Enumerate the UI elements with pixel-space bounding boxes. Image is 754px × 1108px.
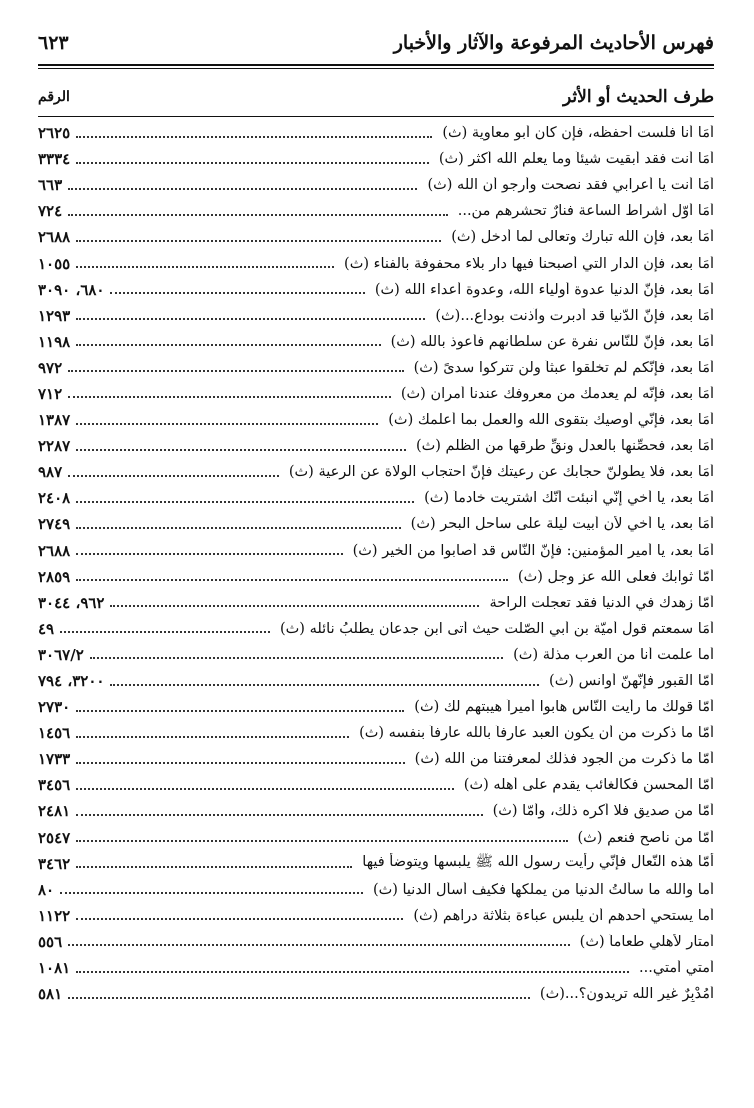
index-entry [38,329,714,355]
entry-ref-number: ٢٧٤٩ [38,515,71,534]
entry-ref-number: ١٠٥٥ [38,254,71,273]
entry-ref-number: ٨٠ [38,880,55,899]
entry-text: أما يستحي أحدهم أن يلبس عباءة بثلاثة دراهم (ث) [413,907,714,924]
entry-ref-number: ٦٨٠، ٣٠٩٠ [38,280,105,299]
column-header-rule [38,116,714,117]
leader-dots [110,683,539,686]
leader-dots [68,996,530,999]
entry-ref-number: ١٤٥٦ [38,724,71,743]
entry-text: أمَا بعد، فإنّ للنّاس نفرة عن سلطانهم فأعوذ بالله (ث) [390,333,714,350]
leader-dots [68,943,570,946]
entry-ref-number: ٧١٢ [38,384,63,403]
index-entry [38,224,714,250]
entry-text: أمّا ما ذكرت من الجود فذلك لمعرفتنا من الله (ث) [414,751,714,768]
entry-ref-number: ٩٧٢ [38,358,63,377]
entry-ref-number: ١٣٨٧ [38,411,71,430]
index-entry [38,590,714,616]
index-entries [38,120,714,1007]
index-entry [38,851,714,877]
entry-ref-number: ٢٧٣٠ [38,698,71,717]
column-header-hadith: طرف الحديث أو الأثر [563,87,714,107]
entry-ref-number: ١٧٣٣ [38,750,71,769]
entry-ref-number: ٢٢٨٧ [38,437,71,456]
entry-text: أمَا أنت فقد أبقيت شيئاً وما يعلم الله أكثر (ث) [438,151,714,168]
header-rule-thin [38,68,714,69]
index-entry [38,538,714,564]
entry-text: أمَا بعد، فإنّ الدّنيا قد أدبرت وآذنت بوداع...(ث) [435,307,714,324]
entry-text: أمّا هذه النّعال فإنّي رأيت رسول الله ﷺ يلبسها ويتوضأ فيها [362,854,714,871]
entry-ref-number: ٢٤٨١ [38,802,71,821]
entry-text: أمّا ثوابك فعلى الله عز وجل (ث) [517,568,714,585]
leader-dots [76,709,404,712]
entry-ref-number: ٣٢٠٠، ٧٩٤ [38,672,105,691]
entry-text: أمّا ما ذكرت من أن يكون العبد عارفاً بالله عارفاً بنفسه (ث) [359,725,714,742]
leader-dots [60,891,363,894]
leader-dots [76,813,482,816]
index-entry [38,825,714,851]
header-rule-thick [38,64,714,66]
index-entry [38,929,714,955]
index-entry [38,433,714,459]
entry-text: أمَا بعد، يا أمير المؤمنين: فإنّ النّاس قد أصابوا من الخير (ث) [352,542,714,559]
leader-dots [76,839,567,842]
column-header-number: الرقم [38,89,70,105]
entry-ref-number: ١١٢٢ [38,906,71,925]
leader-dots [68,187,417,190]
index-entry [38,877,714,903]
entry-ref-number: ٢٤٠٨ [38,489,71,508]
running-title: فهرس الأحاديث المرفوعة والآثار والأخبار [393,32,714,54]
entry-text: أمَا بعد، فإن الله تبارك وتعالى لما أدخل (ث) [451,229,714,246]
leader-dots [76,735,349,738]
entry-text: أمَا بعد، فإنّكم لم تخلقوا عبثاً ولن تتركوا سدىً (ث) [413,359,714,376]
leader-dots [76,317,425,320]
leader-dots [76,761,404,764]
leader-dots [76,917,403,920]
running-head [38,26,714,60]
entry-text: أمّا قولك ما رأيت النّاس هابوا أميراً هيبتهم لك (ث) [414,699,714,716]
leader-dots [68,369,403,372]
leader-dots [68,395,391,398]
entry-text: أمَا بعد، فإنّي أوصيك بتقوى الله والعمل بما أعلمك (ث) [388,412,714,429]
entry-ref-number: ٢٦٨٨ [38,228,71,247]
entry-ref-number: ٥٥٦ [38,932,63,951]
index-entry [38,955,714,981]
entry-text: أمَا أنت يا أعرابي فقد نصحت وأرجو أن الله (ث) [427,177,714,194]
leader-dots [76,526,400,529]
entry-text: أمَا بعد، فإن الدار التي أصبحنا فيها دار بلاء محفوفة بالفناء (ث) [344,255,714,272]
index-entry [38,772,714,798]
leader-dots [60,630,270,633]
leader-dots [76,161,429,164]
leader-dots [68,213,448,216]
entry-ref-number: ٧٢٤ [38,202,63,221]
entry-text: أمَا أوّل أشراط الساعة فنارٌ تحشرهم من... [457,203,714,220]
leader-dots [76,970,629,973]
index-entry [38,459,714,485]
index-entry [38,303,714,329]
leader-dots [76,343,380,346]
entry-text: أمَا أنا فلست أحفظه، فإن كان أبو معاوية (ث) [442,125,714,142]
page-number: ٦٢٣ [38,32,69,54]
entry-ref-number: ٢٦٢٥ [38,124,71,143]
entry-ref-number: ٢٥٤٧ [38,828,71,847]
leader-dots [76,448,406,451]
leader-dots [76,135,432,138]
index-entry [38,903,714,929]
index-entry [38,746,714,772]
index-entry [38,146,714,172]
entry-text: أمَا سمعتم قول أميّة بن أبي الصّلت حيث أتى ابن جدعان يطلبُ نائله (ث) [280,620,714,637]
entry-text: أَمُدْبِرٌ غير الله تريدون؟...(ث) [539,986,714,1003]
leader-dots [76,787,454,790]
index-entry [38,120,714,146]
index-entry [38,668,714,694]
entry-text: أمَا بعد، فإنّ الدنيا عدوة أولياء الله، وعدوة أعداء الله (ث) [374,281,714,298]
index-entry [38,511,714,537]
entry-text: أمَا بعد، فحصِّنها بالعدل ونقِّ طرقها من الظلم (ث) [415,438,714,455]
entry-ref-number: ٦٦٣ [38,176,63,195]
index-entry [38,485,714,511]
index-entry [38,277,714,303]
index-entry [38,981,714,1007]
entry-text: أمَا بعد، يا أخي إنّي أُنبئت أنّك اشتريت خادماً (ث) [424,490,714,507]
leader-dots [76,265,334,268]
index-entry [38,616,714,642]
entry-ref-number: ٣٤٦٢ [38,854,71,873]
entry-text: أمّا المحسن فكالغائب يقدم على أهله (ث) [463,777,714,794]
leader-dots [68,474,279,477]
entry-ref-number: ١٠٨١ [38,959,71,978]
index-entry [38,720,714,746]
leader-dots [76,552,342,555]
index-entry [38,172,714,198]
entry-ref-number: ١١٩٨ [38,332,71,351]
entry-text: أمّا من ناصح فنعم (ث) [577,829,714,846]
entry-ref-number: ١٢٩٣ [38,306,71,325]
entry-text: أمَا بعد، يا أخي لأن أبيت ليلة على ساحل البحر (ث) [410,516,714,533]
entry-text: أمّا زهدك في الدنيا فقد تعجلت الراحة [489,594,714,611]
entry-text: أمَا بعد، فلا يطولنّ حجابك عن رعيتك فإنّ احتجاب الولاة عن الرعية (ث) [288,464,714,481]
index-entry [38,694,714,720]
index-entry [38,798,714,824]
leader-dots [90,656,503,659]
leader-dots [110,291,364,294]
leader-dots [110,604,479,607]
leader-dots [76,500,414,503]
entry-text: أما والله ما سألتُ الدنيا من يملكها فكيف أسأل الدنيا (ث) [372,881,714,898]
entry-text: أمّا من صديق فلا أكره ذلك، وأمّا (ث) [492,803,714,820]
book-page [38,0,714,1108]
leader-dots [76,865,352,868]
entry-ref-number: ٢٦٨٨ [38,541,71,560]
entry-ref-number: ٣٠٦٧/٢ [38,645,84,664]
index-entry [38,198,714,224]
entry-text: أما علمت أنا من العرب مذلة (ث) [513,646,714,663]
entry-ref-number: ٩٦٢، ٣٠٤٤ [38,593,105,612]
entry-text: أمَا بعد، فإنّه لم يعدمك من معروفك عندنا أمران (ث) [400,385,714,402]
leader-dots [76,239,441,242]
entry-ref-number: ٣٣٣٤ [38,150,71,169]
leader-dots [76,422,378,425]
index-entry [38,407,714,433]
index-entry [38,564,714,590]
entry-ref-number: ٤٩ [38,619,55,638]
entry-text: أمّا القبور فإنّهنّ أوانس (ث) [549,673,714,690]
entry-ref-number: ٥٨١ [38,985,63,1004]
entry-text: أمتي أمتي... [639,960,714,977]
index-entry [38,642,714,668]
entry-ref-number: ٢٨٥٩ [38,567,71,586]
index-entry [38,355,714,381]
index-entry [38,250,714,276]
entry-ref-number: ٩٨٧ [38,463,63,482]
index-entry [38,381,714,407]
entry-text: أمتار لأهلي طعاماً (ث) [579,933,714,950]
column-header [38,82,714,112]
entry-ref-number: ٣٤٥٦ [38,776,71,795]
leader-dots [76,578,508,581]
